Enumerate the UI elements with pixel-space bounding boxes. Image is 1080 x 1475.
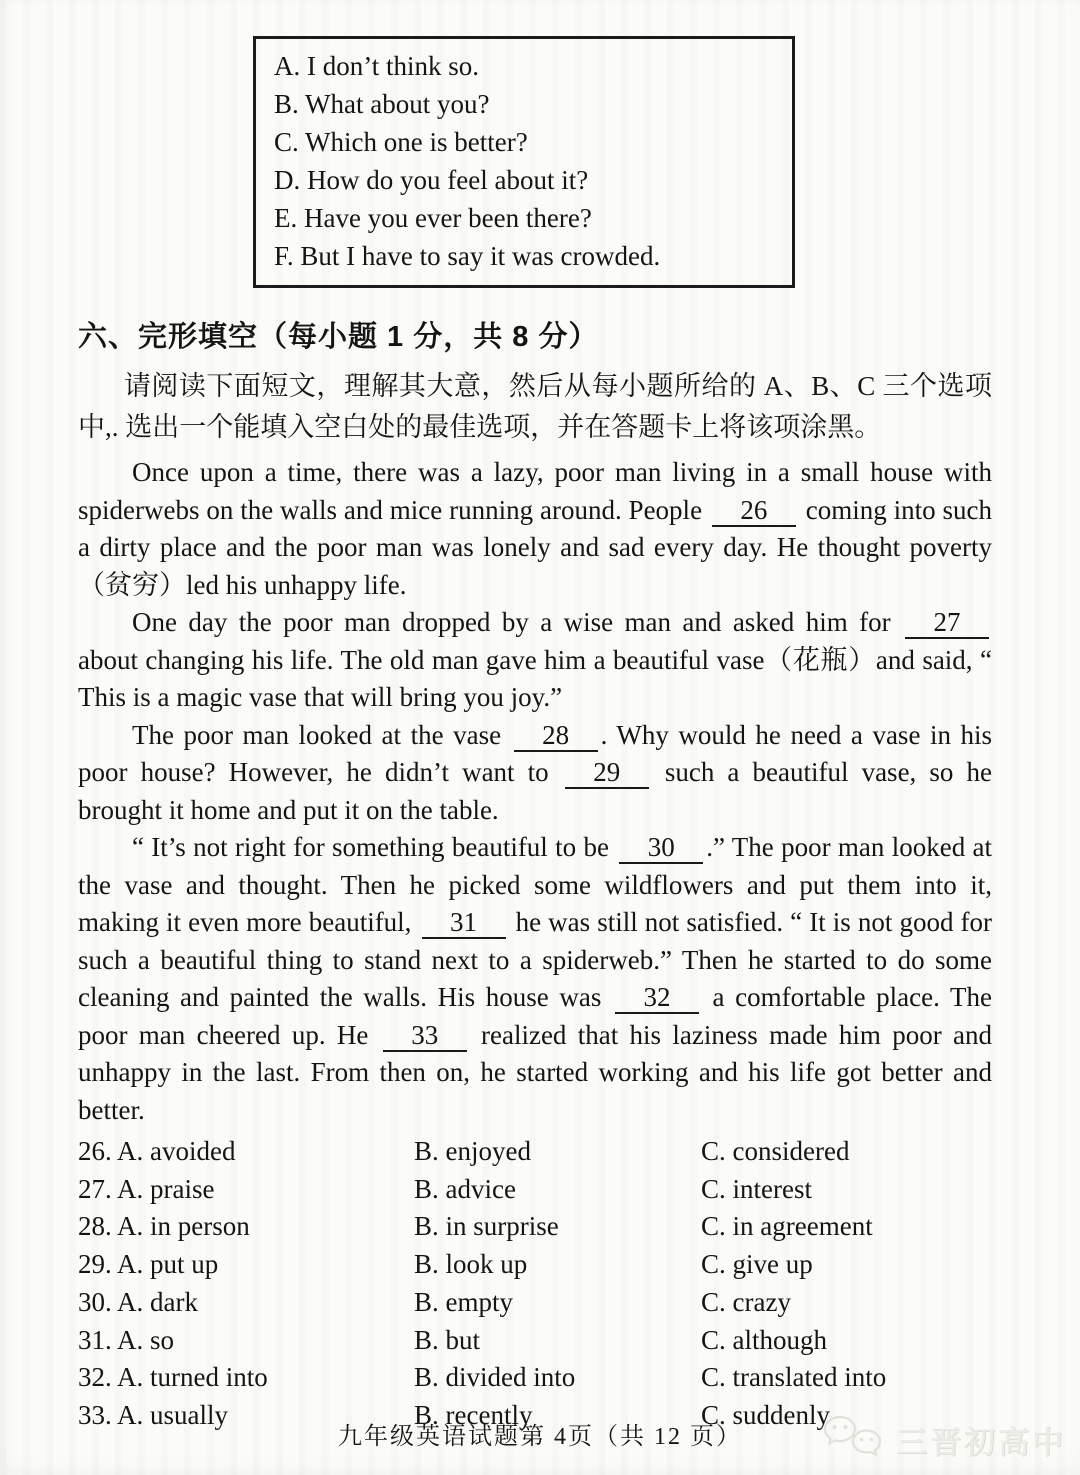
cloze-blank-26: 26 (712, 496, 796, 527)
page-footer: 九年级英语试题第 4页（共 12 页） (338, 1424, 742, 1450)
watermark-label: 三晋初高中 (896, 1424, 1066, 1460)
question-32-option-c: C. translated into (701, 1362, 887, 1393)
question-31-option-c: C. although (701, 1324, 827, 1355)
question-33-option-c: C. suddenly (701, 1399, 831, 1430)
question-28-option-a: 28. A. in person (78, 1211, 250, 1242)
question-row-31 (78, 1322, 992, 1360)
question-32-option-b: B. divided into (414, 1362, 576, 1393)
cloze-blank-29: 29 (565, 758, 649, 789)
question-33-option-a: 33. A. usually (78, 1399, 229, 1430)
question-32-option-a: 32. A. turned into (78, 1362, 268, 1393)
question-27-option-a: 27. A. praise (78, 1173, 215, 1204)
cloze-question-options (78, 1133, 992, 1435)
question-row-27 (78, 1171, 992, 1209)
cloze-blank-32: 32 (615, 983, 699, 1014)
question-row-26 (78, 1133, 992, 1171)
choice-option: B. What about you? (274, 89, 490, 119)
question-30-option-c: C. crazy (701, 1286, 791, 1317)
sentence-choice-box (253, 36, 795, 288)
question-28-option-c: C. in agreement (701, 1211, 873, 1242)
question-29-option-c: C. give up (701, 1249, 813, 1280)
choice-option: C. Which one is better? (274, 127, 528, 157)
choice-option: A. I don’t think so. (274, 51, 480, 81)
question-27-option-b: B. advice (414, 1173, 516, 1204)
question-29-option-b: B. look up (414, 1249, 528, 1280)
section-heading: 六、完形填空（每小题 1 分，共 8 分） (78, 321, 599, 353)
cloze-blank-28: 28 (514, 721, 598, 752)
question-31-option-a: 31. A. so (78, 1324, 175, 1355)
question-31-option-b: B. but (414, 1324, 481, 1355)
question-30-option-b: B. empty (414, 1286, 513, 1317)
question-27-option-c: C. interest (701, 1173, 812, 1204)
cloze-blank-30: 30 (619, 833, 703, 864)
wechat-icon (822, 1413, 886, 1465)
passage-paragraph: Once upon a time, there was a lazy, poor man living in a small house with spiderwebs on the walls and mice running around. People 26 coming into such a dirty place and the poor man was lonely and sad every day. He thought poverty（贫穷）led his unhappy life. (78, 457, 993, 600)
section-instructions: 请阅读下面短文，理解其大意，然后从每小题所给的 A、B、C 三个选项中,. 选出一个能填入空白处的最佳选项，并在答题卡上将该项涂黑。 (78, 371, 992, 442)
passage-paragraph: “ It’s not right for something beautiful to be 30 .” The poor man looked at the vase and thought. Then he picked some wildflowers and put them into it, making it even more beautiful, 31 he was still not satisfied. “ It is not good for such a beautiful thing to stand next to a spiderweb.” Then he started to do some cleaning and painted the walls. His house was 32 a comfortable place. The poor man cheered up. He 33 realized that his laziness made him poor and unhappy in the last. From then on, he started working and his life got better and better. (78, 832, 993, 1125)
question-26-option-b: B. enjoyed (414, 1136, 531, 1166)
watermark (822, 1413, 1066, 1465)
choice-option: E. Have you ever been there? (274, 203, 592, 233)
choice-option: D. How do you feel about it? (274, 165, 589, 195)
question-29-option-a: 29. A. put up (78, 1249, 219, 1280)
cloze-passage (78, 454, 992, 1129)
choice-option: F. But I have to say it was crowded. (274, 241, 661, 271)
cloze-blank-33: 33 (383, 1021, 467, 1052)
question-26-option-c: C. considered (701, 1136, 850, 1166)
question-30-option-a: 30. A. dark (78, 1286, 198, 1317)
question-28-option-b: B. in surprise (414, 1211, 559, 1242)
question-row-32 (78, 1359, 992, 1397)
question-row-29 (78, 1246, 992, 1284)
passage-paragraph: One day the poor man dropped by a wise man and asked him for 27 about changing his life. The old man gave him a beautiful vase（花瓶）and said, “ This is a magic vase that will bring you joy.” (78, 607, 992, 712)
question-26-option-a: 26. A. avoided (78, 1136, 236, 1166)
question-row-30 (78, 1284, 992, 1322)
question-row-28 (78, 1208, 992, 1246)
question-33-option-b: B. recently (414, 1399, 533, 1430)
cloze-blank-27: 27 (905, 608, 989, 639)
passage-paragraph: The poor man looked at the vase 28 . Why would he need a vase in his poor house? However, he didn’t want to 29 such a beautiful vase, so he brought it home and put it on the table. (78, 719, 992, 825)
cloze-blank-31: 31 (422, 908, 506, 939)
